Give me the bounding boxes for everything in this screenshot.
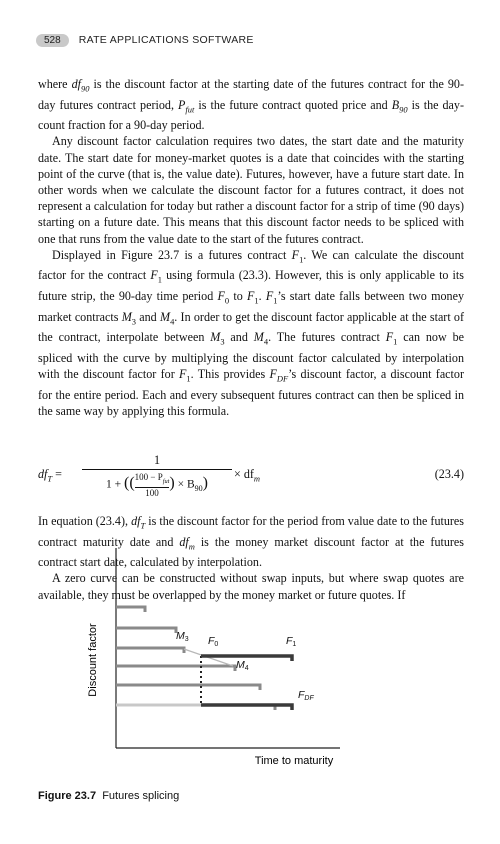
label-f1: F1 bbox=[286, 635, 297, 648]
mm-bar-m3 bbox=[116, 648, 184, 653]
label-m3: M3 bbox=[176, 630, 189, 643]
figure-caption bbox=[38, 790, 179, 802]
mm-bar-m4 bbox=[116, 666, 235, 671]
page-number: 528 bbox=[36, 34, 69, 47]
paragraph-3: Displayed in Figure 23.7 is a futures contract $F_1$. We can calculate the discount factor for the contract $F_1$ using formula (23.3). However, this is only applicable to its future strip, the 90-day time period $F_0$ to $F_1$. $F_1’s$ start date falls between two money market contracts $M_3$ and $M_4$. In order to get the discount factor applicable at the start of the contract, interpolate between $M_3$ and $M_4$. The futures contract $F_1$ can now be spliced with the curve by multiplying the discount factor calculated by interpolation with the discount factor for $F_1$. This provides $F_{DF}’s$ discount factor, a discount factor for the entire period. Each and every subsequent futures contract can then be spliced in the same way by applying this formula. bbox=[38, 247, 465, 418]
label-fdf: FDF bbox=[298, 689, 314, 702]
paragraph-4: In equation (23.4), $df_T$ is the discount factor for the period from value date to the futures contract maturity date and $df_m$ is the money market discount factor at the futures contract start date, calculated by interpolation. bbox=[38, 514, 465, 570]
page-header bbox=[36, 30, 254, 50]
paragraph-2: Any discount factor calculation requires two dates, the start date and the maturity date. The start date for money-market quotes is a date that coincides with the starting point of the curve (that is, the value date). Futures, however, have a future start date. In other words when we calculate the discount factor for a futures contract, it does not represent a calculation for today but rather a discount factor for a strip of time (90 days) starting on a future date. This means that this discount factor needs to be spliced with one that runs from the value date to the start of the futures contract. bbox=[38, 134, 464, 246]
equation-23-4: $df_T$ = 1 1 + (( $100 - P_{fut}$ 100 ) × $B_{90}$) × $df_m$ (23.4) bbox=[38, 453, 464, 498]
body-text-top bbox=[38, 76, 464, 419]
money-market-bars bbox=[116, 607, 275, 710]
futures-bar-fdf bbox=[201, 705, 292, 710]
mm-bar-5 bbox=[116, 685, 260, 690]
paragraph-1: where $df_{90}$ is the discount factor at the starting date of the futures contract for the 90-day futures contract period, $P_{fut}$ is the future contract quoted price and $B_{90}$ is the day-count fraction for a 90-day period. bbox=[38, 77, 464, 133]
label-f0: F0 bbox=[208, 635, 219, 648]
caption-label: Figure 23.7 bbox=[38, 790, 97, 802]
equation-number: (23.4) bbox=[434, 467, 464, 481]
paragraph-5: A zero curve can be constructed without swap inputs, but where swap quotes are available, they must be overlapped by the money market or future quotes. If bbox=[38, 571, 464, 602]
mm-bar-1 bbox=[116, 607, 145, 612]
x-axis-label: Time to maturity bbox=[254, 755, 334, 767]
equation-fraction: 1 1 + (( $100 - P_{fut}$ 100 ) × $B_{90}$) bbox=[82, 453, 232, 498]
running-head: RATE APPLICATIONS SOFTWARE bbox=[78, 34, 254, 46]
mm-bar-2 bbox=[116, 628, 176, 633]
caption-text: Futures splicing bbox=[102, 790, 180, 802]
label-m4: M4 bbox=[236, 659, 249, 672]
y-axis-label: Discount factor bbox=[87, 623, 99, 697]
figure-futures-splicing bbox=[70, 540, 370, 780]
